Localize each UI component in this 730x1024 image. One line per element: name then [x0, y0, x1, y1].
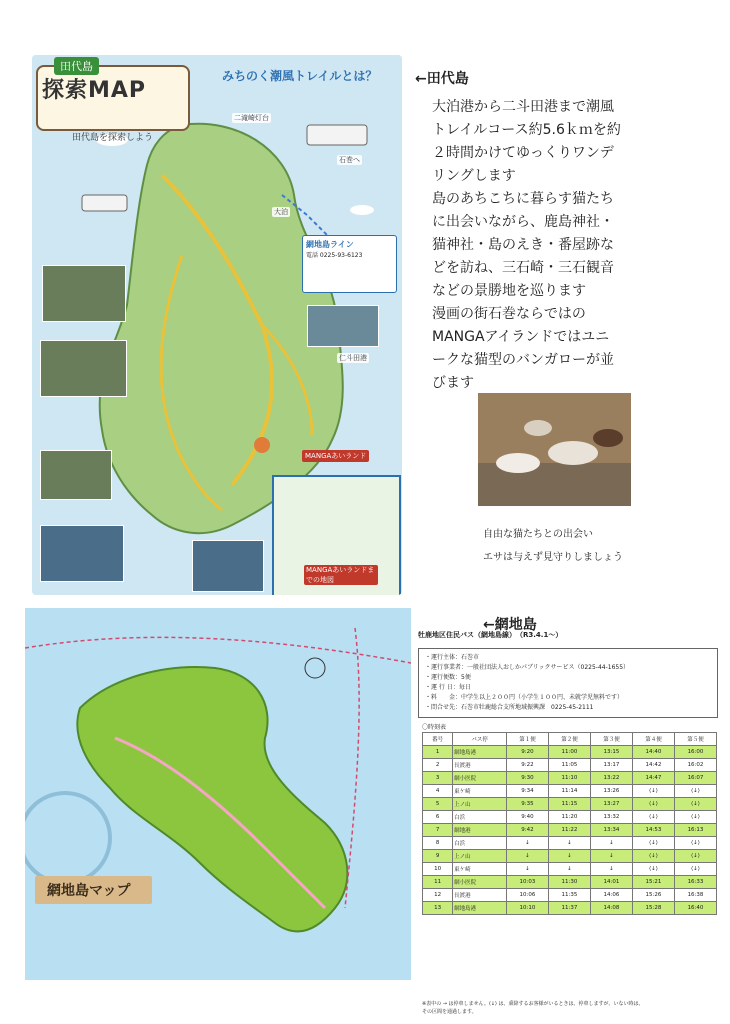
timetable-cell: 13:15	[590, 746, 632, 759]
timetable-note-2: その区間を通過します。	[422, 1009, 477, 1015]
header-cell: 番号	[423, 733, 453, 746]
timetable-cell: 9:40	[506, 811, 548, 824]
timetable-cell: ⟨↓⟩	[632, 811, 674, 824]
timetable-cell: 11:00	[548, 746, 590, 759]
timetable-cell: 6	[423, 811, 453, 824]
timetable-cell: 14:40	[632, 746, 674, 759]
forest-photo	[40, 450, 112, 500]
port-north-label: 大泊	[274, 208, 288, 216]
timetable-cell: 11:37	[548, 902, 590, 915]
timetable	[422, 732, 717, 915]
timetable-row	[423, 889, 717, 902]
cats-photo	[478, 393, 631, 506]
timetable-cell: ↓	[590, 863, 632, 876]
timetable-cell: 8	[423, 837, 453, 850]
timetable-row	[423, 746, 717, 759]
timetable-cell: ⟨↓⟩	[674, 837, 716, 850]
timetable-cell: ⟨↓⟩	[674, 811, 716, 824]
timetable-cell: 11:30	[548, 876, 590, 889]
timetable-cell: ⟨↓⟩	[632, 798, 674, 811]
timetable-cell: 14:01	[590, 876, 632, 889]
timetable-cell: ↓	[590, 850, 632, 863]
timetable-cell: 13	[423, 902, 453, 915]
map-tag: 田代島	[54, 57, 99, 75]
timetable-header-row	[423, 733, 717, 746]
timetable-cell: 9:20	[506, 746, 548, 759]
timetable-cell: 上ノ山	[453, 798, 507, 811]
timetable-cell: 7	[423, 824, 453, 837]
timetable-cell: 10:10	[506, 902, 548, 915]
header-cell: 第５便	[674, 733, 716, 746]
header-cell: 第３便	[590, 733, 632, 746]
timetable-cell: 11:14	[548, 785, 590, 798]
timetable-cell: 14:53	[632, 824, 674, 837]
timetable-cell: 16:13	[674, 824, 716, 837]
timetable-cell: ⟨↓⟩	[632, 837, 674, 850]
timetable-row	[423, 850, 717, 863]
timetable-cell: 15:26	[632, 889, 674, 902]
timetable-cell: 13:27	[590, 798, 632, 811]
trail-photo	[40, 340, 127, 397]
timetable-cell: 11:22	[548, 824, 590, 837]
kannon-photo	[192, 540, 264, 592]
timetable-cell: 11:10	[548, 772, 590, 785]
timetable-cell: 14:08	[590, 902, 632, 915]
timetable-cell: 10:03	[506, 876, 548, 889]
photo-caption-2: エサは与えず見守りしましょう	[483, 552, 623, 563]
timetable-cell: 16:00	[674, 746, 716, 759]
timetable-cell: ↓	[506, 850, 548, 863]
timetable-cell: 網地港	[453, 824, 507, 837]
timetable-cell: ↓	[506, 863, 548, 876]
timetable-cell: 11:35	[548, 889, 590, 902]
timetable-row	[423, 837, 717, 850]
trail-title: みちのく潮風トレイルとは？	[222, 69, 378, 83]
timetable-wrap	[422, 732, 717, 915]
timetable-row	[423, 876, 717, 889]
timetable-cell: 網小医院	[453, 876, 507, 889]
timetable-cell: 10:06	[506, 889, 548, 902]
rocky-shore-photo	[40, 525, 124, 582]
timetable-cell: 5	[423, 798, 453, 811]
inset-label: MANGAあいランドまでの地図	[304, 565, 378, 585]
header-cell: 第４便	[632, 733, 674, 746]
timetable-cell: 白浜	[453, 811, 507, 824]
timetable-cell: 9:42	[506, 824, 548, 837]
photo-caption-1: 自由な猫たちとの出会い	[483, 529, 593, 540]
timetable-cell: 網地島港	[453, 902, 507, 915]
ajishima-map-title: 網地島マップ	[35, 876, 152, 904]
timetable-cell: 10	[423, 863, 453, 876]
header-cell: バス停	[453, 733, 507, 746]
timetable-cell: ⟨↓⟩	[632, 850, 674, 863]
timetable-cell: ⟨↓⟩	[674, 863, 716, 876]
timetable-cell: 13:34	[590, 824, 632, 837]
timetable-cell: 11	[423, 876, 453, 889]
timetable-row	[423, 759, 717, 772]
timetable-row	[423, 824, 717, 837]
timetable-cell: 長渡港	[453, 759, 507, 772]
port-photo	[307, 305, 379, 347]
timetable-cell: 14:42	[632, 759, 674, 772]
timetable-cell: 11:20	[548, 811, 590, 824]
timetable-cell: 網小医院	[453, 772, 507, 785]
timetable-row	[423, 811, 717, 824]
ferry-line-phone: 電話 0225-93-6123	[306, 252, 363, 259]
cats-photo-drawing	[478, 393, 631, 506]
timetable-cell: 16:38	[674, 889, 716, 902]
timetable-cell: 13:17	[590, 759, 632, 772]
ferry-line-box	[302, 235, 397, 293]
timetable-cell: 16:40	[674, 902, 716, 915]
timetable-cell: 13:22	[590, 772, 632, 785]
timetable-cell: 9	[423, 850, 453, 863]
bus-info-line: ・運 行 日：毎日	[425, 684, 471, 691]
timetable-cell: ⟨↓⟩	[674, 850, 716, 863]
bus-timetable-document	[418, 630, 718, 1020]
timetable-cell: 16:02	[674, 759, 716, 772]
timetable-cell: 網地島港	[453, 746, 507, 759]
timetable-cell: 14:06	[590, 889, 632, 902]
timetable-cell: ↓	[548, 850, 590, 863]
timetable-cell: 16:07	[674, 772, 716, 785]
bus-info-line: ・料 金：中学生以上２００円（小学生１００円、未就学児無料です）	[425, 694, 624, 701]
timetable-cell: 12	[423, 889, 453, 902]
timetable-cell: 2	[423, 759, 453, 772]
timetable-cell: ⟨↓⟩	[674, 798, 716, 811]
timetable-body	[423, 746, 717, 915]
timetable-label: 〇時刻表	[422, 724, 447, 731]
timetable-cell: ↓	[548, 837, 590, 850]
timetable-cell: ↓	[548, 863, 590, 876]
timetable-row	[423, 772, 717, 785]
manga-island-inset-map	[272, 475, 401, 595]
timetable-cell: 9:34	[506, 785, 548, 798]
timetable-cell: 3	[423, 772, 453, 785]
timetable-cell: 白浜	[453, 837, 507, 850]
header-cell: 第２便	[548, 733, 590, 746]
bus-info-line: ・運行事業者：一般社団法人おしかパブリックサービス（0225-44-1655）	[425, 664, 630, 671]
bus-title: 牡鹿地区住民バス（網地島線） （R3.4.1〜）	[418, 631, 563, 639]
timetable-row	[423, 798, 717, 811]
timetable-cell: 16:33	[674, 876, 716, 889]
tashiro-description: 大泊港から二斗田港まで潮風トレイルコース約5.6ｋｍを約２時間かけてゆっくりワンデリングします 島のあちこちに暮らす猫たちに出会いながら、鹿島神社・猫神社・島のえき・番屋跡などを訪ね、三石崎・三石観音などの景勝地を巡ります 漫画の街石巻ならではのMANGAアイランドではユニークな猫型のバンガローが並びます	[432, 99, 621, 391]
timetable-cell: 13:26	[590, 785, 632, 798]
timetable-cell: 13:32	[590, 811, 632, 824]
timetable-cell: 東ケ崎	[453, 785, 507, 798]
coast-photo	[42, 265, 126, 322]
timetable-cell: 4	[423, 785, 453, 798]
timetable-cell: 14:47	[632, 772, 674, 785]
timetable-row	[423, 902, 717, 915]
timetable-cell: 東ケ崎	[453, 863, 507, 876]
timetable-row	[423, 785, 717, 798]
timetable-cell: 15:21	[632, 876, 674, 889]
timetable-cell: ⟨↓⟩	[632, 863, 674, 876]
timetable-cell: ⟨↓⟩	[674, 785, 716, 798]
timetable-cell: ↓	[506, 837, 548, 850]
bus-info-line: ・問合せ先：石巻市牡鹿総合支所地域振興課 0225-45-2111	[425, 704, 594, 711]
timetable-note-1: ※表中の → は停車しません。⟨↓⟩ は、乗降するお客様がいるときは、停車しますが、いない時は、	[422, 1001, 644, 1007]
manga-island-label: MANGAあいランド	[302, 450, 369, 462]
ajishima-island-map	[25, 608, 411, 980]
map-title: 探索MAP	[42, 78, 147, 103]
timetable-cell: ⟨↓⟩	[632, 785, 674, 798]
timetable-cell: 長渡港	[453, 889, 507, 902]
bus-info-line: ・運行便数：5便	[425, 674, 471, 681]
bus-info-line: ・運行主体：石巻市	[425, 654, 480, 661]
timetable-cell: 9:30	[506, 772, 548, 785]
timetable-row	[423, 863, 717, 876]
tashiro-island-map	[32, 55, 402, 595]
timetable-cell: 11:15	[548, 798, 590, 811]
to-ishinomaki-label: 石巻へ	[339, 156, 360, 164]
timetable-cell: 11:05	[548, 759, 590, 772]
ajishima-map-drawing	[25, 608, 411, 980]
port-east-label: 仁斗田港	[339, 354, 367, 362]
map-subtitle: 田代島を探索しよう	[72, 133, 154, 143]
header-cell: 第１便	[506, 733, 548, 746]
ferry-line-title: 網地島ライン	[306, 240, 354, 249]
timetable-cell: 9:35	[506, 798, 548, 811]
timetable-cell: 9:22	[506, 759, 548, 772]
tashiro-heading: ←田代島	[415, 71, 469, 87]
timetable-cell: 1	[423, 746, 453, 759]
ajishima-heading: ←網地島	[483, 617, 537, 633]
bus-info-box	[418, 648, 718, 718]
timetable-cell: ↓	[590, 837, 632, 850]
timetable-cell: 上ノ山	[453, 850, 507, 863]
lighthouse-label: 二滝崎灯台	[234, 114, 269, 122]
timetable-cell: 15:28	[632, 902, 674, 915]
